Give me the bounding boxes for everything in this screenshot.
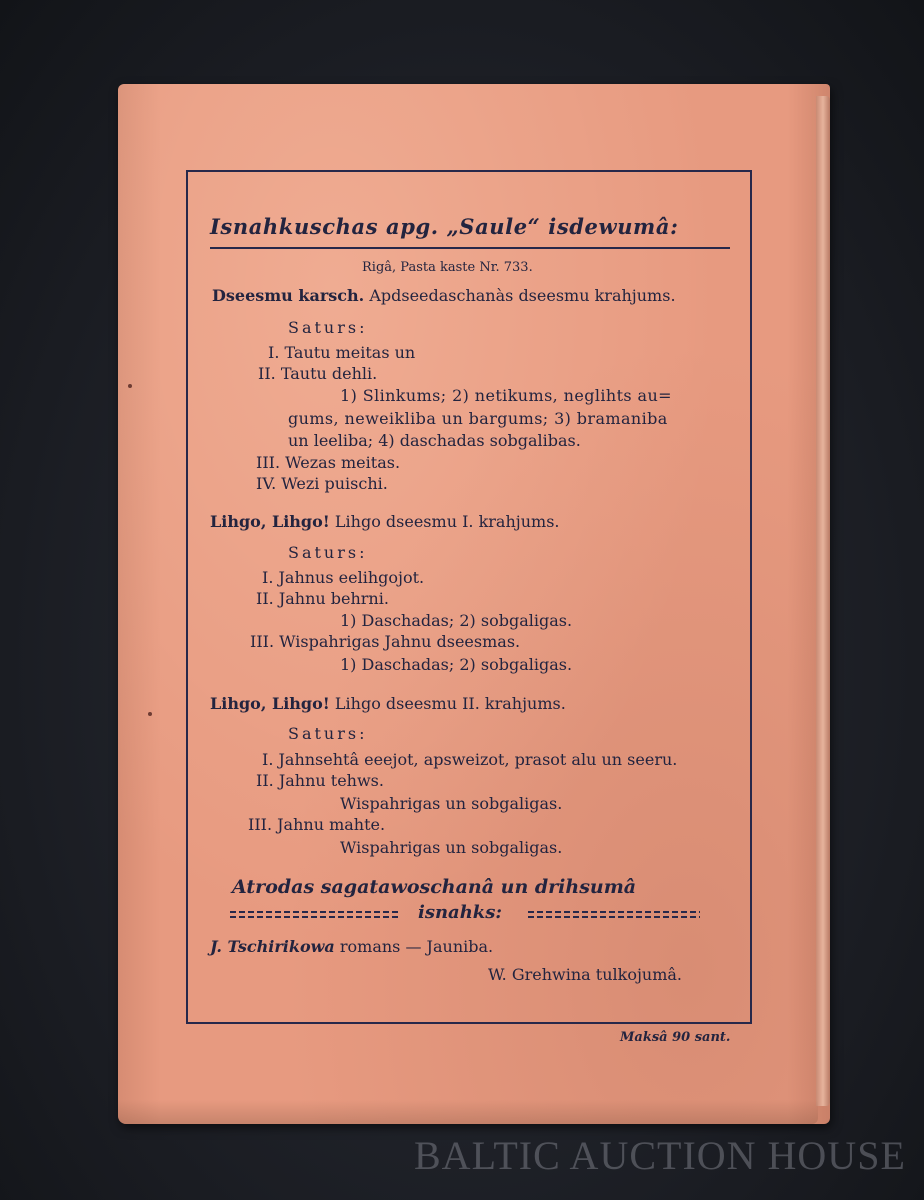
book1-entry [212, 286, 676, 305]
book2-entry [210, 512, 560, 531]
paper-spot [128, 384, 132, 388]
book3-line: I. Jahnsehtâ eeejot, apsweizot, prasot alu un seeru. [262, 750, 678, 769]
book3-subtitle: Lihgo dseesmu II. krahjums. [334, 694, 566, 713]
book1-line: un leeliba; 4) daschadas sobgalibas. [288, 431, 581, 450]
book2-line: II. Jahnu behrni. [256, 589, 389, 608]
book2-line: III. Wispahrigas Jahnu dseesmas. [250, 632, 521, 651]
book3-line: II. Jahnu tehws. [256, 771, 384, 790]
forthcoming-translator: W. Grehwina tulkojumâ. [488, 965, 683, 984]
book1-line: I. Tautu meitas un [268, 343, 416, 362]
book1-line: 1) Slinkums; 2) netikums, neglihts au= [340, 386, 672, 405]
forthcoming-announcement: Atrodas sagatawoschanâ un drihsumâ [232, 876, 637, 898]
book1-line: III. Wezas meitas. [256, 453, 401, 472]
book1-line: gums, neweikliba un bargums; 3) bramaniba [288, 409, 668, 428]
book2-line: 1) Daschadas; 2) sobgaligas. [340, 655, 573, 674]
forthcoming-isnahks: isnahks: [418, 902, 503, 923]
forthcoming-work: romans — Jauniba. [339, 937, 494, 956]
publisher-heading: Isnahkuschas apg. „Saule“ isdewumâ: [210, 214, 679, 239]
book2-title: Lihgo, Lihgo! [210, 512, 330, 531]
dashed-ornament-right [528, 908, 700, 922]
paper-spot [148, 712, 152, 716]
book2-line: 1) Daschadas; 2) sobgaligas. [340, 611, 573, 630]
forthcoming-author: J. Tschirikowa [210, 937, 335, 956]
book3-line: III. Jahnu mahte. [248, 815, 386, 834]
publisher-address: Rigâ, Pasta kaste Nr. 733. [362, 260, 533, 275]
book1-title: Dseesmu karsch. [212, 286, 365, 305]
book-page-edge [816, 96, 830, 1106]
book3-line: Wispahrigas un sobgaligas. [340, 794, 563, 813]
book1-line: IV. Wezi puischi. [256, 474, 388, 493]
book2-contents-label: Saturs: [288, 543, 368, 562]
price-label: Maksâ 90 sant. [620, 1030, 731, 1045]
book1-subtitle: Apdseedaschanàs dseesmu krahjums. [369, 286, 676, 305]
book3-entry [210, 694, 566, 713]
book3-title: Lihgo, Lihgo! [210, 694, 330, 713]
book3-line: Wispahrigas un sobgaligas. [340, 838, 563, 857]
watermark: BALTIC AUCTION HOUSE [414, 1133, 906, 1178]
heading-rule [210, 247, 730, 249]
book1-line: II. Tautu dehli. [258, 364, 378, 383]
book3-contents-label: Saturs: [288, 724, 368, 743]
book2-line: I. Jahnus eelihgojot. [262, 568, 425, 587]
book-bottom-edge [118, 1100, 818, 1124]
dashed-ornament-left [230, 908, 400, 922]
book1-contents-label: Saturs: [288, 318, 368, 337]
book2-subtitle: Lihgo dseesmu I. krahjums. [334, 512, 560, 531]
forthcoming-book [210, 937, 493, 956]
